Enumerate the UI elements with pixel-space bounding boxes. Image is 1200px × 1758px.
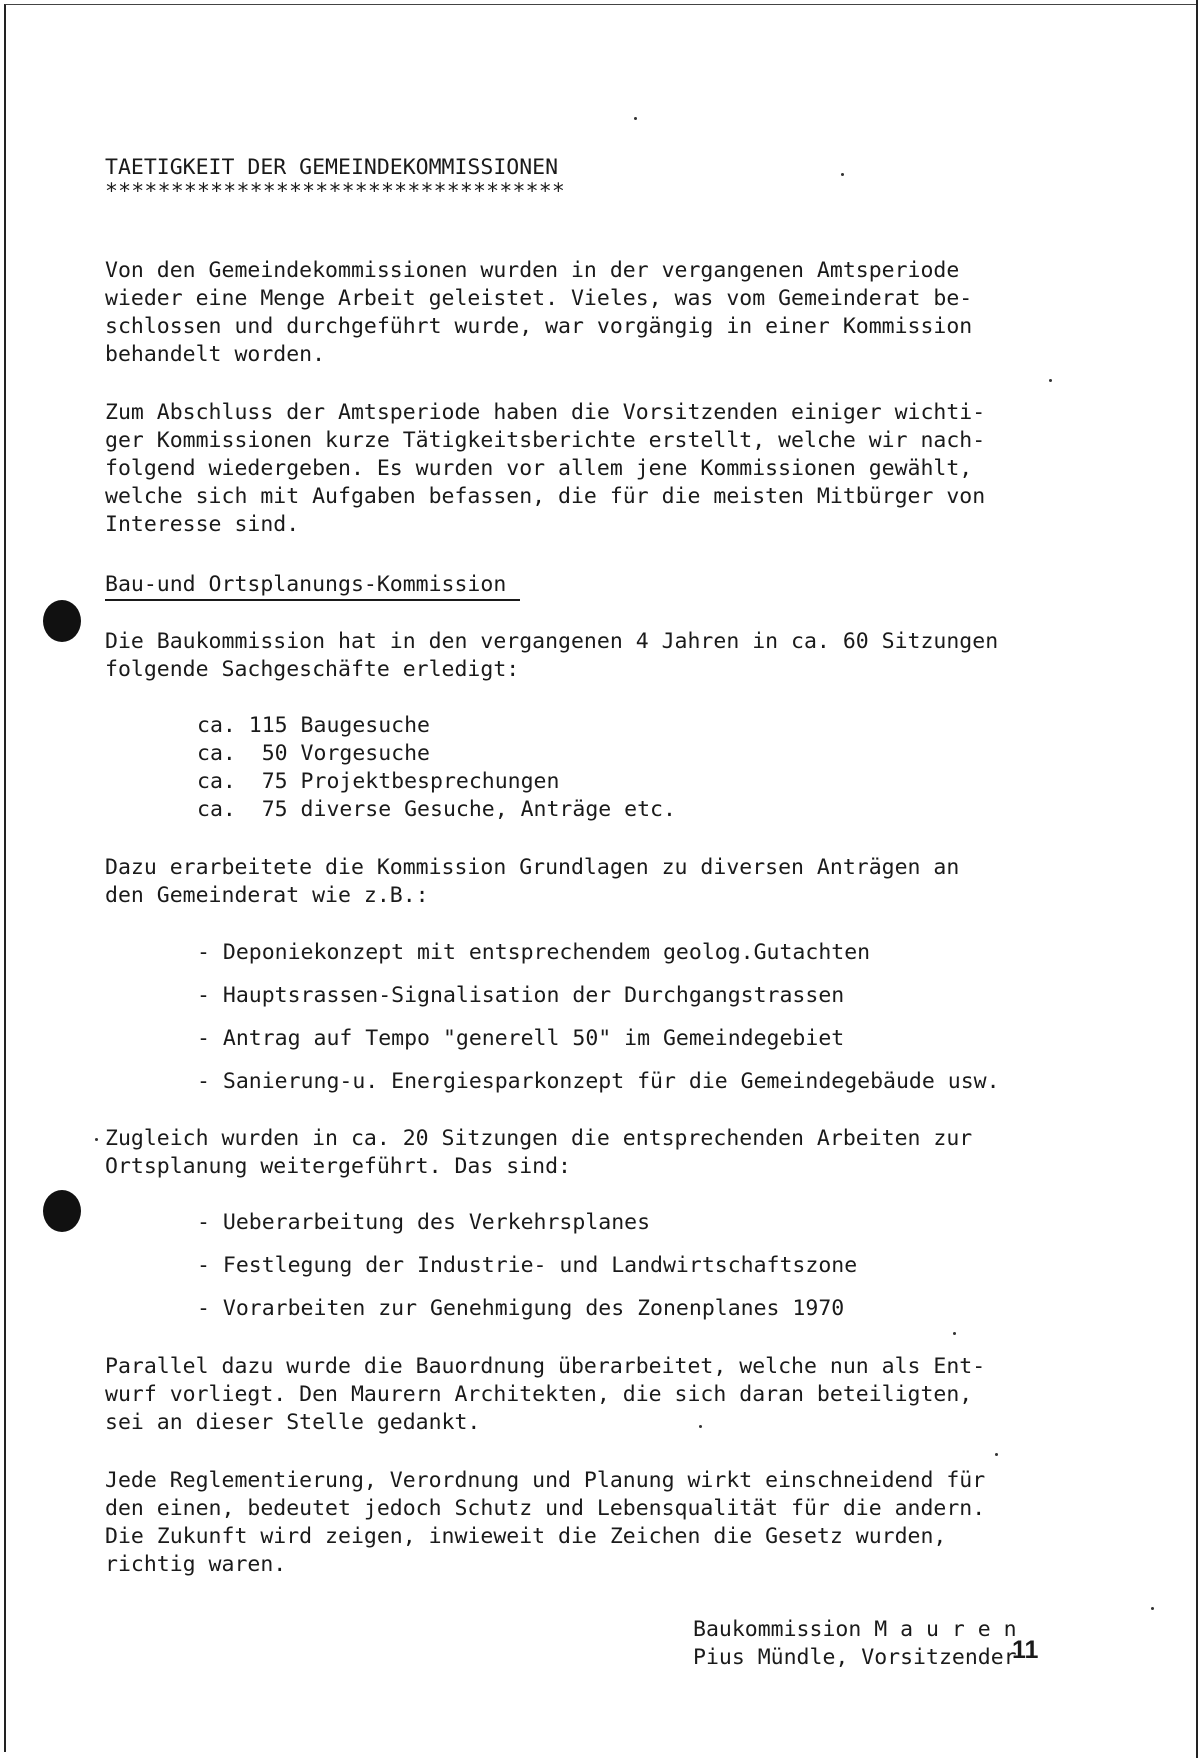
paragraph-line: ger Kommissionen kurze Tätigkeitsberichte erstellt, welche wir nach-	[105, 428, 986, 453]
section-heading-underline	[105, 599, 520, 601]
title-asterisk-rule: ***********************************	[105, 179, 566, 204]
page-title: TAETIGKEIT DER GEMEINDEKOMMISSIONEN	[105, 155, 559, 180]
paragraph-line: Von den Gemeindekommissionen wurden in der vergangenen Amtsperiode	[105, 258, 960, 283]
scan-speck	[841, 173, 844, 176]
paragraph-line: den einen, bedeutet jedoch Schutz und Lebensqualität für die andern.	[105, 1496, 986, 1521]
paragraph-line: richtig waren.	[105, 1552, 287, 1577]
list-item: - Vorarbeiten zur Genehmigung des Zonenplanes 1970	[197, 1296, 845, 1321]
paragraph-line: schlossen und durchgeführt wurde, war vorgängig in einer Kommission	[105, 314, 973, 339]
paragraph-line: welche sich mit Aufgaben befassen, die für die meisten Mitbürger von	[105, 484, 986, 509]
list-item: - Hauptsrassen-Signalisation der Durchgangstrassen	[197, 983, 845, 1008]
list-item: - Deponiekonzept mit entsprechendem geolog.Gutachten	[197, 940, 871, 965]
list-item: - Ueberarbeitung des Verkehrsplanes	[197, 1210, 651, 1235]
list-item: ca. 115 Baugesuche	[197, 713, 430, 738]
paragraph-line: Die Baukommission hat in den vergangenen 4 Jahren in ca. 60 Sitzungen	[105, 629, 999, 654]
paragraph-line: folgende Sachgeschäfte erledigt:	[105, 657, 520, 682]
signature-commission: Baukommission M a u r e n	[693, 1617, 1017, 1642]
paragraph-line: Zum Abschluss der Amtsperiode haben die Vorsitzenden einiger wichti-	[105, 400, 986, 425]
punch-hole-mark	[43, 600, 81, 642]
signature-name: Pius Mündle, Vorsitzender	[693, 1645, 1017, 1670]
page-number: 11	[1012, 1636, 1039, 1664]
paragraph-line: folgend wiedergeben. Es wurden vor allem jene Kommissionen gewählt,	[105, 456, 973, 481]
paragraph-line: behandelt worden.	[105, 342, 326, 367]
scan-speck	[953, 1332, 956, 1335]
list-item: - Festlegung der Industrie- und Landwirtschaftszone	[197, 1253, 858, 1278]
list-item: ca. 50 Vorgesuche	[197, 741, 430, 766]
paragraph-line: Zugleich wurden in ca. 20 Sitzungen die entsprechenden Arbeiten zur	[105, 1126, 973, 1151]
scan-speck	[995, 1453, 998, 1456]
scan-speck	[1049, 379, 1052, 382]
scan-speck	[1151, 1607, 1154, 1610]
punch-hole-mark	[43, 1190, 81, 1232]
paragraph-line: sei an dieser Stelle gedankt.	[105, 1410, 481, 1435]
paragraph-line: den Gemeinderat wie z.B.:	[105, 883, 429, 908]
list-item: - Sanierung-u. Energiesparkonzept für die Gemeindegebäude usw.	[197, 1069, 1000, 1094]
paragraph-line: wurf vorliegt. Den Maurern Architekten, die sich daran beteiligten,	[105, 1382, 973, 1407]
scan-speck	[634, 117, 637, 120]
paragraph-line: wieder eine Menge Arbeit geleistet. Vieles, was vom Gemeinderat be-	[105, 286, 973, 311]
paragraph-line: Jede Reglementierung, Verordnung und Planung wirkt einschneidend für	[105, 1468, 986, 1493]
paragraph-line: Dazu erarbeitete die Kommission Grundlagen zu diversen Anträgen an	[105, 855, 960, 880]
paragraph-line: Interesse sind.	[105, 512, 300, 537]
scan-speck	[699, 1425, 702, 1428]
list-item: - Antrag auf Tempo "generell 50" im Gemeindegebiet	[197, 1026, 845, 1051]
paragraph-line: Parallel dazu wurde die Bauordnung überarbeitet, welche nun als Ent-	[105, 1354, 986, 1379]
section-heading: Bau-und Ortsplanungs-Kommission	[105, 572, 507, 597]
paragraph-line: Ortsplanung weitergeführt. Das sind:	[105, 1154, 571, 1179]
list-item: ca. 75 Projektbesprechungen	[197, 769, 560, 794]
paragraph-line: Die Zukunft wird zeigen, inwieweit die Zeichen die Gesetz wurden,	[105, 1524, 947, 1549]
scan-speck	[95, 1138, 98, 1141]
page-border-right	[1196, 0, 1198, 1758]
list-item: ca. 75 diverse Gesuche, Anträge etc.	[197, 797, 676, 822]
